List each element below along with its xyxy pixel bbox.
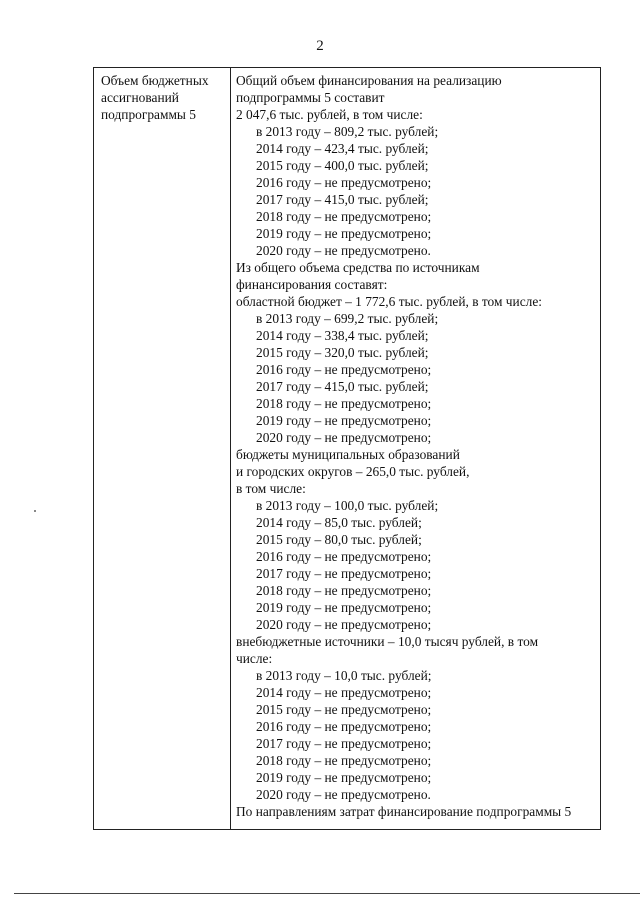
right-cell-line: 2014 году – не предусмотрено;	[256, 685, 432, 700]
left-cell-label	[101, 72, 229, 123]
right-cell-line: в 2013 году – 10,0 тыс. рублей;	[256, 668, 432, 683]
right-cell-line: финансирования составят:	[236, 277, 388, 292]
right-cell-line: внебюджетные источники – 10,0 тысяч рублей, в том	[236, 634, 539, 649]
right-cell-line: По направлениям затрат финансирование подпрограммы 5	[236, 804, 572, 819]
right-cell-line: 2018 году – не предусмотрено;	[256, 396, 432, 411]
right-cell-content	[236, 72, 600, 820]
right-cell-line: 2018 году – не предусмотрено;	[256, 209, 432, 224]
right-cell-line: в том числе:	[236, 481, 306, 496]
right-cell-line: 2017 году – не предусмотрено;	[256, 566, 432, 581]
right-cell-line: 2020 году – не предусмотрено.	[256, 787, 431, 802]
right-cell-line: в 2013 году – 809,2 тыс. рублей;	[256, 124, 439, 139]
right-cell-line: 2015 году – не предусмотрено;	[256, 702, 432, 717]
right-cell-line: подпрограммы 5 составит	[236, 90, 385, 105]
right-cell-line: 2017 году – 415,0 тыс. рублей;	[256, 192, 429, 207]
right-cell-line: 2019 году – не предусмотрено;	[256, 600, 432, 615]
right-cell-line: 2019 году – не предусмотрено;	[256, 226, 432, 241]
right-cell-line: числе:	[236, 651, 273, 666]
right-cell-line: Общий объем финансирования на реализацию	[236, 73, 502, 88]
right-cell-line: в 2013 году – 699,2 тыс. рублей;	[256, 311, 439, 326]
right-cell-line: 2016 году – не предусмотрено;	[256, 362, 432, 377]
right-cell-line: 2018 году – не предусмотрено;	[256, 583, 432, 598]
left-cell-line: ассигнований	[101, 90, 179, 105]
left-cell-line: подпрограммы 5	[101, 107, 196, 122]
right-cell-line: 2020 году – не предусмотрено;	[256, 617, 432, 632]
bottom-rule	[14, 893, 640, 894]
right-cell-line: 2015 году – 400,0 тыс. рублей;	[256, 158, 429, 173]
right-cell-line: 2019 году – не предусмотрено;	[256, 770, 432, 785]
right-cell-line: областной бюджет – 1 772,6 тыс. рублей, в том числе:	[236, 294, 542, 309]
right-cell-line: бюджеты муниципальных образований	[236, 447, 460, 462]
scan-speck	[34, 510, 36, 512]
right-cell-line: Из общего объема средства по источникам	[236, 260, 480, 275]
right-cell-line: 2014 году – 338,4 тыс. рублей;	[256, 328, 429, 343]
right-cell-line: 2017 году – 415,0 тыс. рублей;	[256, 379, 429, 394]
right-cell-line: 2016 году – не предусмотрено;	[256, 175, 432, 190]
right-cell-line: 2017 году – не предусмотрено;	[256, 736, 432, 751]
column-divider	[230, 68, 231, 829]
right-cell-line: 2020 году – не предусмотрено.	[256, 243, 431, 258]
page-number: 2	[316, 38, 324, 54]
right-cell-line: 2018 году – не предусмотрено;	[256, 753, 432, 768]
right-cell-line: в 2013 году – 100,0 тыс. рублей;	[256, 498, 439, 513]
budget-table	[93, 67, 601, 830]
right-cell-line: 2014 году – 423,4 тыс. рублей;	[256, 141, 429, 156]
right-cell-line: и городских округов – 265,0 тыс. рублей,	[236, 464, 470, 479]
right-cell-line: 2016 году – не предусмотрено;	[256, 719, 432, 734]
right-cell-line: 2016 году – не предусмотрено;	[256, 549, 432, 564]
right-cell-line: 2014 году – 85,0 тыс. рублей;	[256, 515, 422, 530]
right-cell-line: 2015 году – 80,0 тыс. рублей;	[256, 532, 422, 547]
right-cell-line: 2015 году – 320,0 тыс. рублей;	[256, 345, 429, 360]
left-cell-line: Объем бюджетных	[101, 73, 209, 88]
right-cell-line: 2 047,6 тыс. рублей, в том числе:	[236, 107, 423, 122]
right-cell-line: 2020 году – не предусмотрено;	[256, 430, 432, 445]
right-cell-line: 2019 году – не предусмотрено;	[256, 413, 432, 428]
